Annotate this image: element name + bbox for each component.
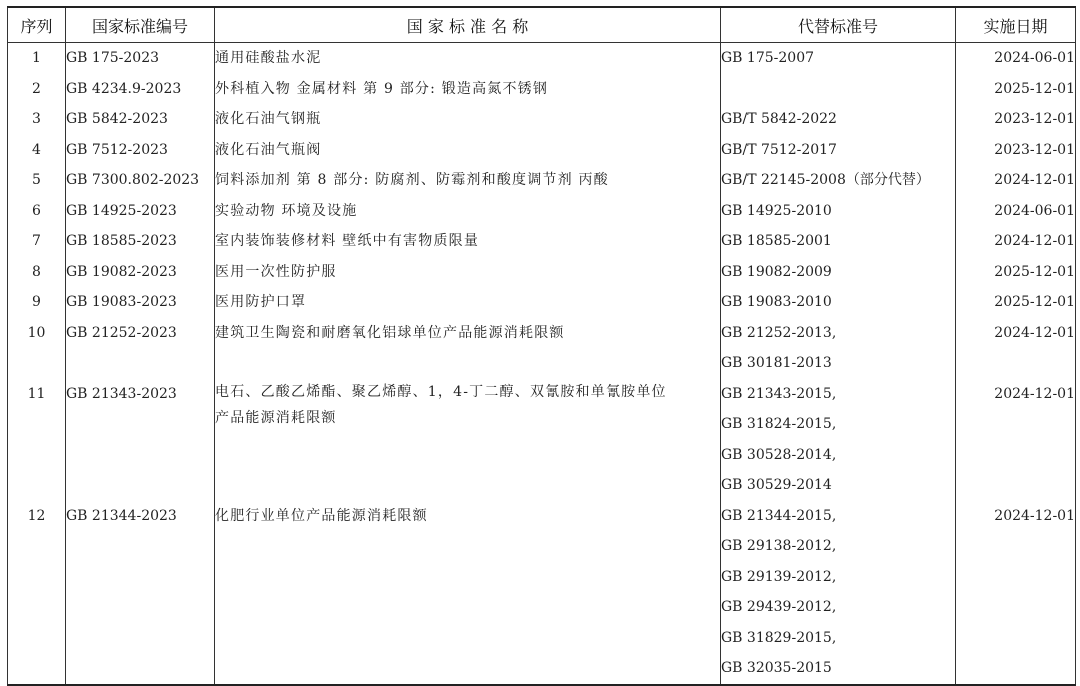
cell-name-line: 室内装饰装修材料 壁纸中有害物质限量 [215, 233, 480, 249]
cell-replaces-line: GB/T 7512-2017 [721, 141, 837, 158]
cell-date [956, 135, 1076, 166]
cell-replaces-line: GB/T 5842-2022 [721, 111, 837, 127]
cell-replaces [721, 196, 956, 227]
cell-name-line: 建筑卫生陶瓷和耐磨氧化铝球单位产品能源消耗限额 [215, 324, 565, 341]
table-body [8, 43, 1076, 685]
cell-replaces [721, 165, 956, 196]
table-row [8, 226, 1076, 257]
cell-replaces [721, 104, 956, 135]
cell-replaces-line: GB/T 22145-2008（部分代替） [721, 172, 930, 188]
cell-code [66, 501, 215, 685]
cell-date [956, 287, 1076, 318]
cell-date-text: 2025-12-01 [994, 294, 1075, 310]
cell-name [215, 287, 721, 318]
cell-name [215, 257, 721, 288]
cell-replaces [721, 379, 956, 501]
cell-replaces [721, 257, 956, 288]
cell-date [956, 318, 1076, 379]
cell-name-line: 外科植入物 金属材料 第 9 部分: 锻造高氮不锈钢 [215, 80, 549, 97]
cell-date [956, 257, 1076, 288]
cell-replaces-line: GB 175-2007 [721, 50, 815, 66]
cell-name-line: 液化石油气瓶阀 [215, 141, 322, 158]
cell-name [215, 501, 721, 685]
table-row [8, 104, 1076, 135]
cell-code [66, 165, 215, 196]
cell-code [66, 257, 215, 288]
cell-name-line: 饲料添加剂 第 8 部分: 防腐剂、防霉剂和酸度调节剂 丙酸 [215, 172, 609, 188]
cell-seq-text: 8 [32, 263, 41, 280]
cell-seq-text: 10 [27, 324, 46, 341]
cell-name-line: 通用硅酸盐水泥 [215, 50, 322, 66]
cell-date-text: 2024-12-01 [994, 507, 1075, 524]
cell-date [956, 74, 1076, 105]
cell-date-text: 2024-06-01 [994, 50, 1075, 66]
cell-replaces [721, 226, 956, 257]
cell-date-text: 2024-12-01 [994, 233, 1075, 249]
cell-seq-text: 11 [27, 385, 46, 402]
cell-replaces-line: GB 29139-2012, [721, 568, 837, 585]
cell-name [215, 318, 721, 379]
table-row [8, 165, 1076, 196]
cell-name [215, 104, 721, 135]
cell-seq [8, 287, 66, 318]
cell-name-line: 化肥行业单位产品能源消耗限额 [215, 507, 428, 524]
cell-seq [8, 165, 66, 196]
cell-seq [8, 196, 66, 227]
cell-seq-text: 2 [32, 80, 41, 97]
cell-seq [8, 379, 66, 501]
cell-replaces-line: GB 19083-2010 [721, 294, 832, 310]
cell-code [66, 287, 215, 318]
cell-replaces-line: GB 19082-2009 [721, 263, 832, 280]
cell-date [956, 501, 1076, 685]
cell-seq [8, 43, 66, 74]
table-header-row [8, 7, 1076, 43]
table-row [8, 257, 1076, 288]
table-row [8, 318, 1076, 379]
cell-replaces [721, 135, 956, 166]
cell-name-line: 液化石油气钢瓶 [215, 111, 322, 127]
cell-code [66, 104, 215, 135]
cell-name-line: 实验动物 环境及设施 [215, 202, 358, 219]
cell-date [956, 196, 1076, 227]
cell-replaces [721, 318, 956, 379]
header-code: 国家标准编号 [66, 7, 215, 43]
cell-code [66, 135, 215, 166]
cell-replaces-line: GB 31829-2015, [721, 629, 837, 646]
cell-seq-text: 9 [32, 294, 41, 310]
cell-code-text: GB 19083-2023 [66, 294, 177, 310]
cell-name-line: 医用防护口罩 [215, 294, 307, 310]
cell-code [66, 43, 215, 74]
cell-replaces-line: GB 31824-2015, [721, 416, 837, 432]
header-replaces: 代替标准号 [721, 7, 956, 43]
cell-seq [8, 318, 66, 379]
cell-name [215, 43, 721, 74]
cell-code [66, 196, 215, 227]
cell-seq [8, 135, 66, 166]
cell-code [66, 318, 215, 379]
standards-table [7, 6, 1076, 686]
cell-replaces-line: GB 18585-2001 [721, 233, 832, 249]
cell-code [66, 226, 215, 257]
cell-seq-text: 1 [32, 50, 41, 66]
cell-code-text: GB 4234.9-2023 [66, 80, 182, 97]
cell-replaces-line: GB 29138-2012, [721, 538, 837, 554]
header-date: 实施日期 [956, 7, 1076, 43]
cell-code-text: GB 21252-2023 [66, 324, 177, 341]
cell-seq-text: 12 [27, 507, 46, 524]
cell-name-line: 电石、乙酸乙烯酯、聚乙烯醇、1，4-丁二醇、双氰胺和单氰胺单位 [215, 383, 667, 400]
cell-date-text: 2023-12-01 [994, 141, 1075, 158]
table-row [8, 43, 1076, 74]
cell-code-text: GB 7512-2023 [66, 141, 168, 158]
cell-code [66, 379, 215, 501]
cell-replaces-line [721, 74, 955, 105]
cell-seq [8, 501, 66, 685]
cell-name [215, 379, 721, 501]
cell-seq-text: 6 [32, 202, 41, 219]
cell-code-text: GB 5842-2023 [66, 111, 168, 127]
table-row [8, 379, 1076, 501]
table-row [8, 501, 1076, 685]
table-row [8, 287, 1076, 318]
cell-date [956, 226, 1076, 257]
cell-date [956, 165, 1076, 196]
cell-date [956, 104, 1076, 135]
cell-replaces-line: GB 14925-2010 [721, 202, 832, 219]
cell-name-line: 产品能源消耗限额 [215, 409, 337, 426]
cell-seq [8, 257, 66, 288]
table-row [8, 74, 1076, 105]
cell-replaces-line: GB 29439-2012, [721, 599, 837, 615]
cell-code-text: GB 175-2023 [66, 50, 160, 66]
cell-seq-text: 3 [32, 111, 41, 127]
cell-name [215, 165, 721, 196]
header-seq: 序列 [8, 7, 66, 43]
cell-date [956, 43, 1076, 74]
cell-seq-text: 5 [32, 172, 41, 188]
cell-replaces-line: GB 30181-2013 [721, 355, 832, 371]
cell-replaces-line: GB 21252-2013, [721, 324, 837, 341]
cell-seq [8, 104, 66, 135]
cell-replaces [721, 501, 956, 685]
cell-name [215, 226, 721, 257]
cell-code-text: GB 14925-2023 [66, 202, 177, 219]
cell-seq [8, 74, 66, 105]
cell-name [215, 196, 721, 227]
header-name: 国 家 标 准 名 称 [215, 7, 721, 43]
cell-code-text: GB 7300.802-2023 [66, 172, 200, 188]
cell-code-text: GB 19082-2023 [66, 263, 177, 280]
cell-replaces-line: GB 30528-2014, [721, 446, 837, 463]
cell-replaces-line: GB 30529-2014 [721, 477, 832, 493]
cell-date-text: 2023-12-01 [994, 111, 1075, 127]
cell-code [66, 74, 215, 105]
cell-date-text: 2025-12-01 [994, 80, 1075, 97]
cell-code-text: GB 21343-2023 [66, 385, 177, 402]
cell-seq-text: 4 [32, 141, 41, 158]
cell-code-text: GB 21344-2023 [66, 507, 177, 524]
cell-replaces [721, 287, 956, 318]
cell-replaces-line: GB 21343-2015, [721, 385, 837, 402]
cell-code-text: GB 18585-2023 [66, 233, 177, 249]
cell-replaces-line: GB 21344-2015, [721, 507, 837, 524]
cell-date-text: 2024-12-01 [994, 385, 1075, 402]
cell-replaces [721, 74, 956, 105]
cell-date-text: 2024-12-01 [994, 324, 1075, 341]
cell-replaces-line: GB 32035-2015 [721, 660, 832, 676]
cell-date-text: 2025-12-01 [994, 263, 1075, 280]
cell-date-text: 2024-06-01 [994, 202, 1075, 219]
cell-seq-text: 7 [32, 233, 41, 249]
cell-seq [8, 226, 66, 257]
cell-replaces [721, 43, 956, 74]
cell-name [215, 74, 721, 105]
cell-date-text: 2024-12-01 [994, 172, 1075, 188]
table-row [8, 135, 1076, 166]
cell-name-line: 医用一次性防护服 [215, 263, 337, 280]
cell-name [215, 135, 721, 166]
table-row [8, 196, 1076, 227]
cell-date [956, 379, 1076, 501]
